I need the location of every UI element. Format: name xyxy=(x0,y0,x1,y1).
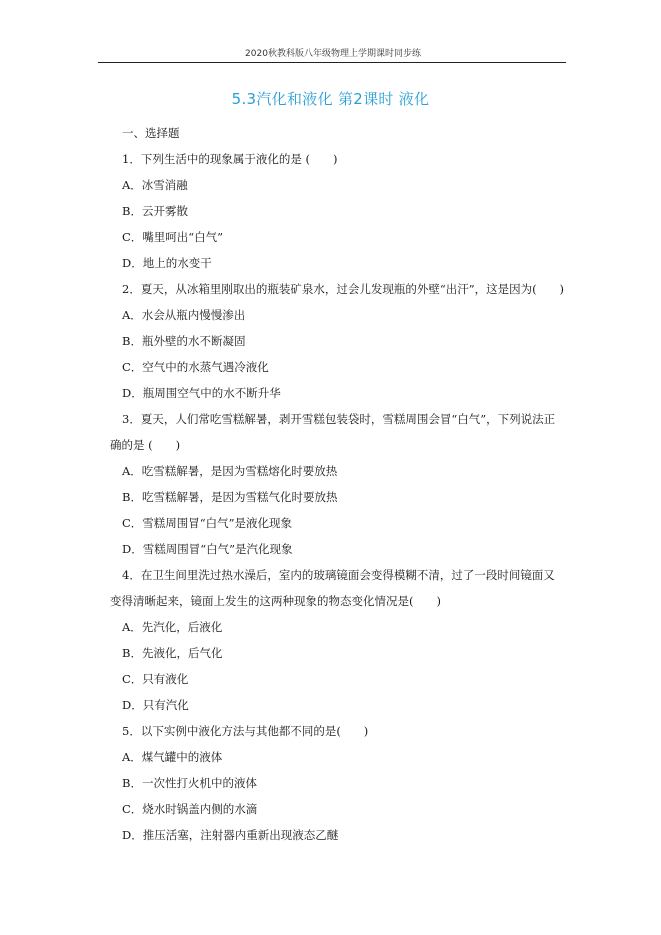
question-1-stem: 1．下列生活中的现象属于液化的是 ( ) xyxy=(122,152,338,166)
question-3-stem-line2: 确的是 ( ) xyxy=(110,438,181,452)
question-1-option-d: D．地上的水变干 xyxy=(122,256,212,270)
header-rule xyxy=(98,62,566,63)
question-2-option-d: D．瓶周围空气中的水不断升华 xyxy=(122,386,281,400)
question-4-option-c: C．只有液化 xyxy=(122,672,189,686)
question-3-option-d: D．雪糕周围冒“白气”是汽化现象 xyxy=(122,542,293,556)
question-4-option-a: A．先汽化，后液化 xyxy=(122,620,223,634)
question-3-option-c: C．雪糕周围冒“白气”是液化现象 xyxy=(122,516,293,530)
question-list xyxy=(110,120,572,848)
question-3-stem-line1: 3．夏天，人们常吃雪糕解暑，剥开雪糕包装袋时，雪糕周围会冒“白气”，下列说法正 xyxy=(122,412,556,426)
question-5-option-b: B．一次性打火机中的液体 xyxy=(122,776,257,790)
question-2-stem: 2．夏天，从冰箱里刚取出的瓶装矿泉水，过会儿发现瓶的外壁“出汗”，这是因为( ) xyxy=(122,282,565,296)
question-4-option-b: B．先液化，后气化 xyxy=(122,646,223,660)
question-2-option-a: A．水会从瓶内慢慢渗出 xyxy=(122,308,246,322)
question-3-option-a: A．吃雪糕解暑，是因为雪糕熔化时要放热 xyxy=(122,464,338,478)
question-5-option-a: A．煤气罐中的液体 xyxy=(122,750,223,764)
question-2-option-c: C．空气中的水蒸气遇冷液化 xyxy=(122,360,269,374)
question-1-option-b: B．云开雾散 xyxy=(122,204,188,218)
question-2-option-b: B．瓶外壁的水不断凝固 xyxy=(122,334,246,348)
page-title: 5.3汽化和液化 第2课时 液化 xyxy=(231,90,430,108)
question-1-option-a: A．冰雪消融 xyxy=(122,178,188,192)
page-header: 2020秋教科版八年级物理上学期课时同步练 xyxy=(245,49,421,59)
question-4-stem-line1: 4．在卫生间里洗过热水澡后，室内的玻璃镜面会变得模糊不清，过了一段时间镜面又 xyxy=(122,568,555,582)
question-3-option-b: B．吃雪糕解暑，是因为雪糕气化时要放热 xyxy=(122,490,338,504)
question-5-option-c: C．烧水时锅盖内侧的水滴 xyxy=(122,802,258,816)
question-1-option-c: C．嘴里呵出“白气” xyxy=(122,230,224,244)
section-heading: 一、选择题 xyxy=(122,126,180,140)
question-4-option-d: D．只有汽化 xyxy=(122,698,189,712)
question-5-option-d: D．推压活塞，注射器内重新出现液态乙醚 xyxy=(122,828,339,842)
question-4-stem-line2: 变得清晰起来，镜面上发生的这两种现象的物态变化情况是( ) xyxy=(110,594,441,608)
question-5-stem: 5．以下实例中液化方法与其他都不同的是( ) xyxy=(122,724,369,738)
